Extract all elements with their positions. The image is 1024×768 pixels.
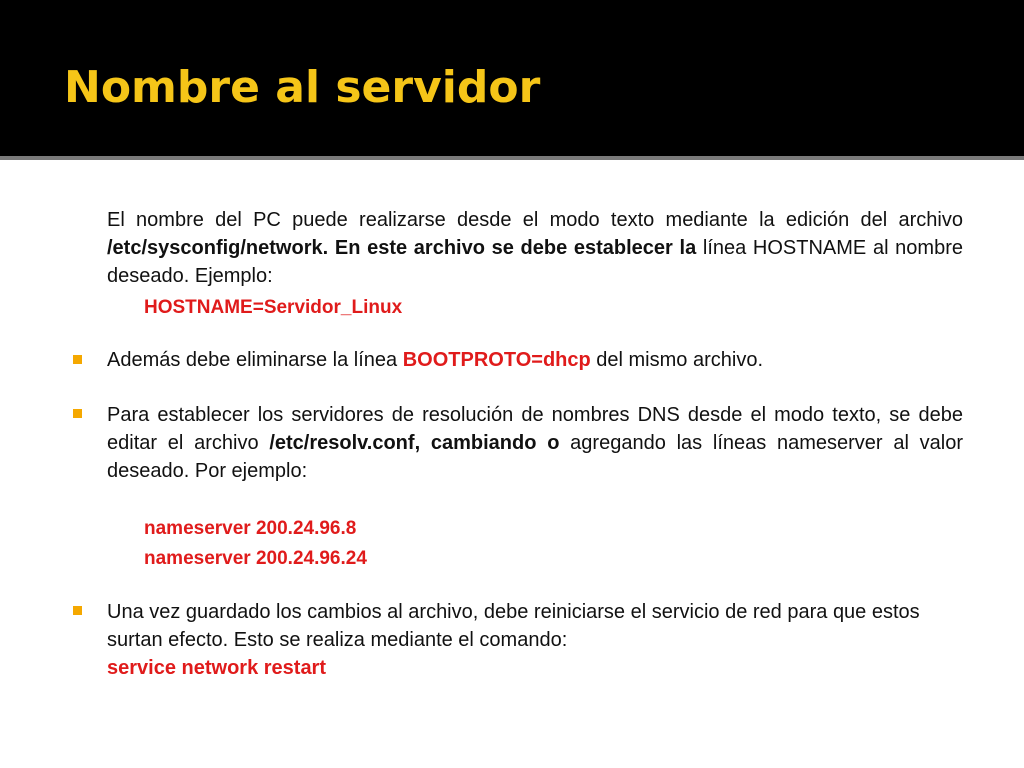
paragraph-restart <box>107 598 963 682</box>
slide-title: Nombre al servidor <box>64 62 541 113</box>
paragraph-text: Una vez guardado los cambios al archivo, debe reiniciarse el servicio de red para que estos surtan efecto. Esto se realiza mediante el comando: <box>107 601 920 651</box>
paragraph-text: línea HOSTNAME al nombre deseado. Ejemplo: <box>107 237 963 287</box>
paragraph-bold-path: /etc/resolv.conf, cambiando o <box>269 432 560 454</box>
bullet-marker <box>73 409 82 418</box>
bootproto-highlight: BOOTPROTO=dhcp <box>402 349 591 371</box>
bullet-marker <box>73 355 82 364</box>
restart-command: service network restart <box>107 657 327 679</box>
bullet-marker <box>73 606 82 615</box>
paragraph-text: Para establecer los servidores de resolución de nombres DNS desde el modo texto, se debe editar el archivo <box>107 404 963 454</box>
nameserver-example-1: nameserver 200.24.96.8 <box>144 518 357 539</box>
paragraph-bootproto <box>107 346 963 374</box>
paragraph-text: El nombre del PC puede realizarse desde el modo texto mediante la edición del archivo <box>107 209 963 231</box>
paragraph-dns <box>107 401 963 485</box>
paragraph-text: agregando las líneas nameserver al valor deseado. Por ejemplo: <box>107 432 964 482</box>
paragraph-hostname <box>107 206 963 290</box>
paragraph-bold-path: /etc/sysconfig/network. En este archivo se debe establecer la <box>107 237 697 259</box>
paragraph-text: Además debe eliminarse la línea <box>107 349 403 371</box>
paragraph-text: del mismo archivo. <box>590 349 763 371</box>
nameserver-example-2: nameserver 200.24.96.24 <box>144 548 367 569</box>
hostname-example: HOSTNAME=Servidor_Linux <box>144 297 403 318</box>
